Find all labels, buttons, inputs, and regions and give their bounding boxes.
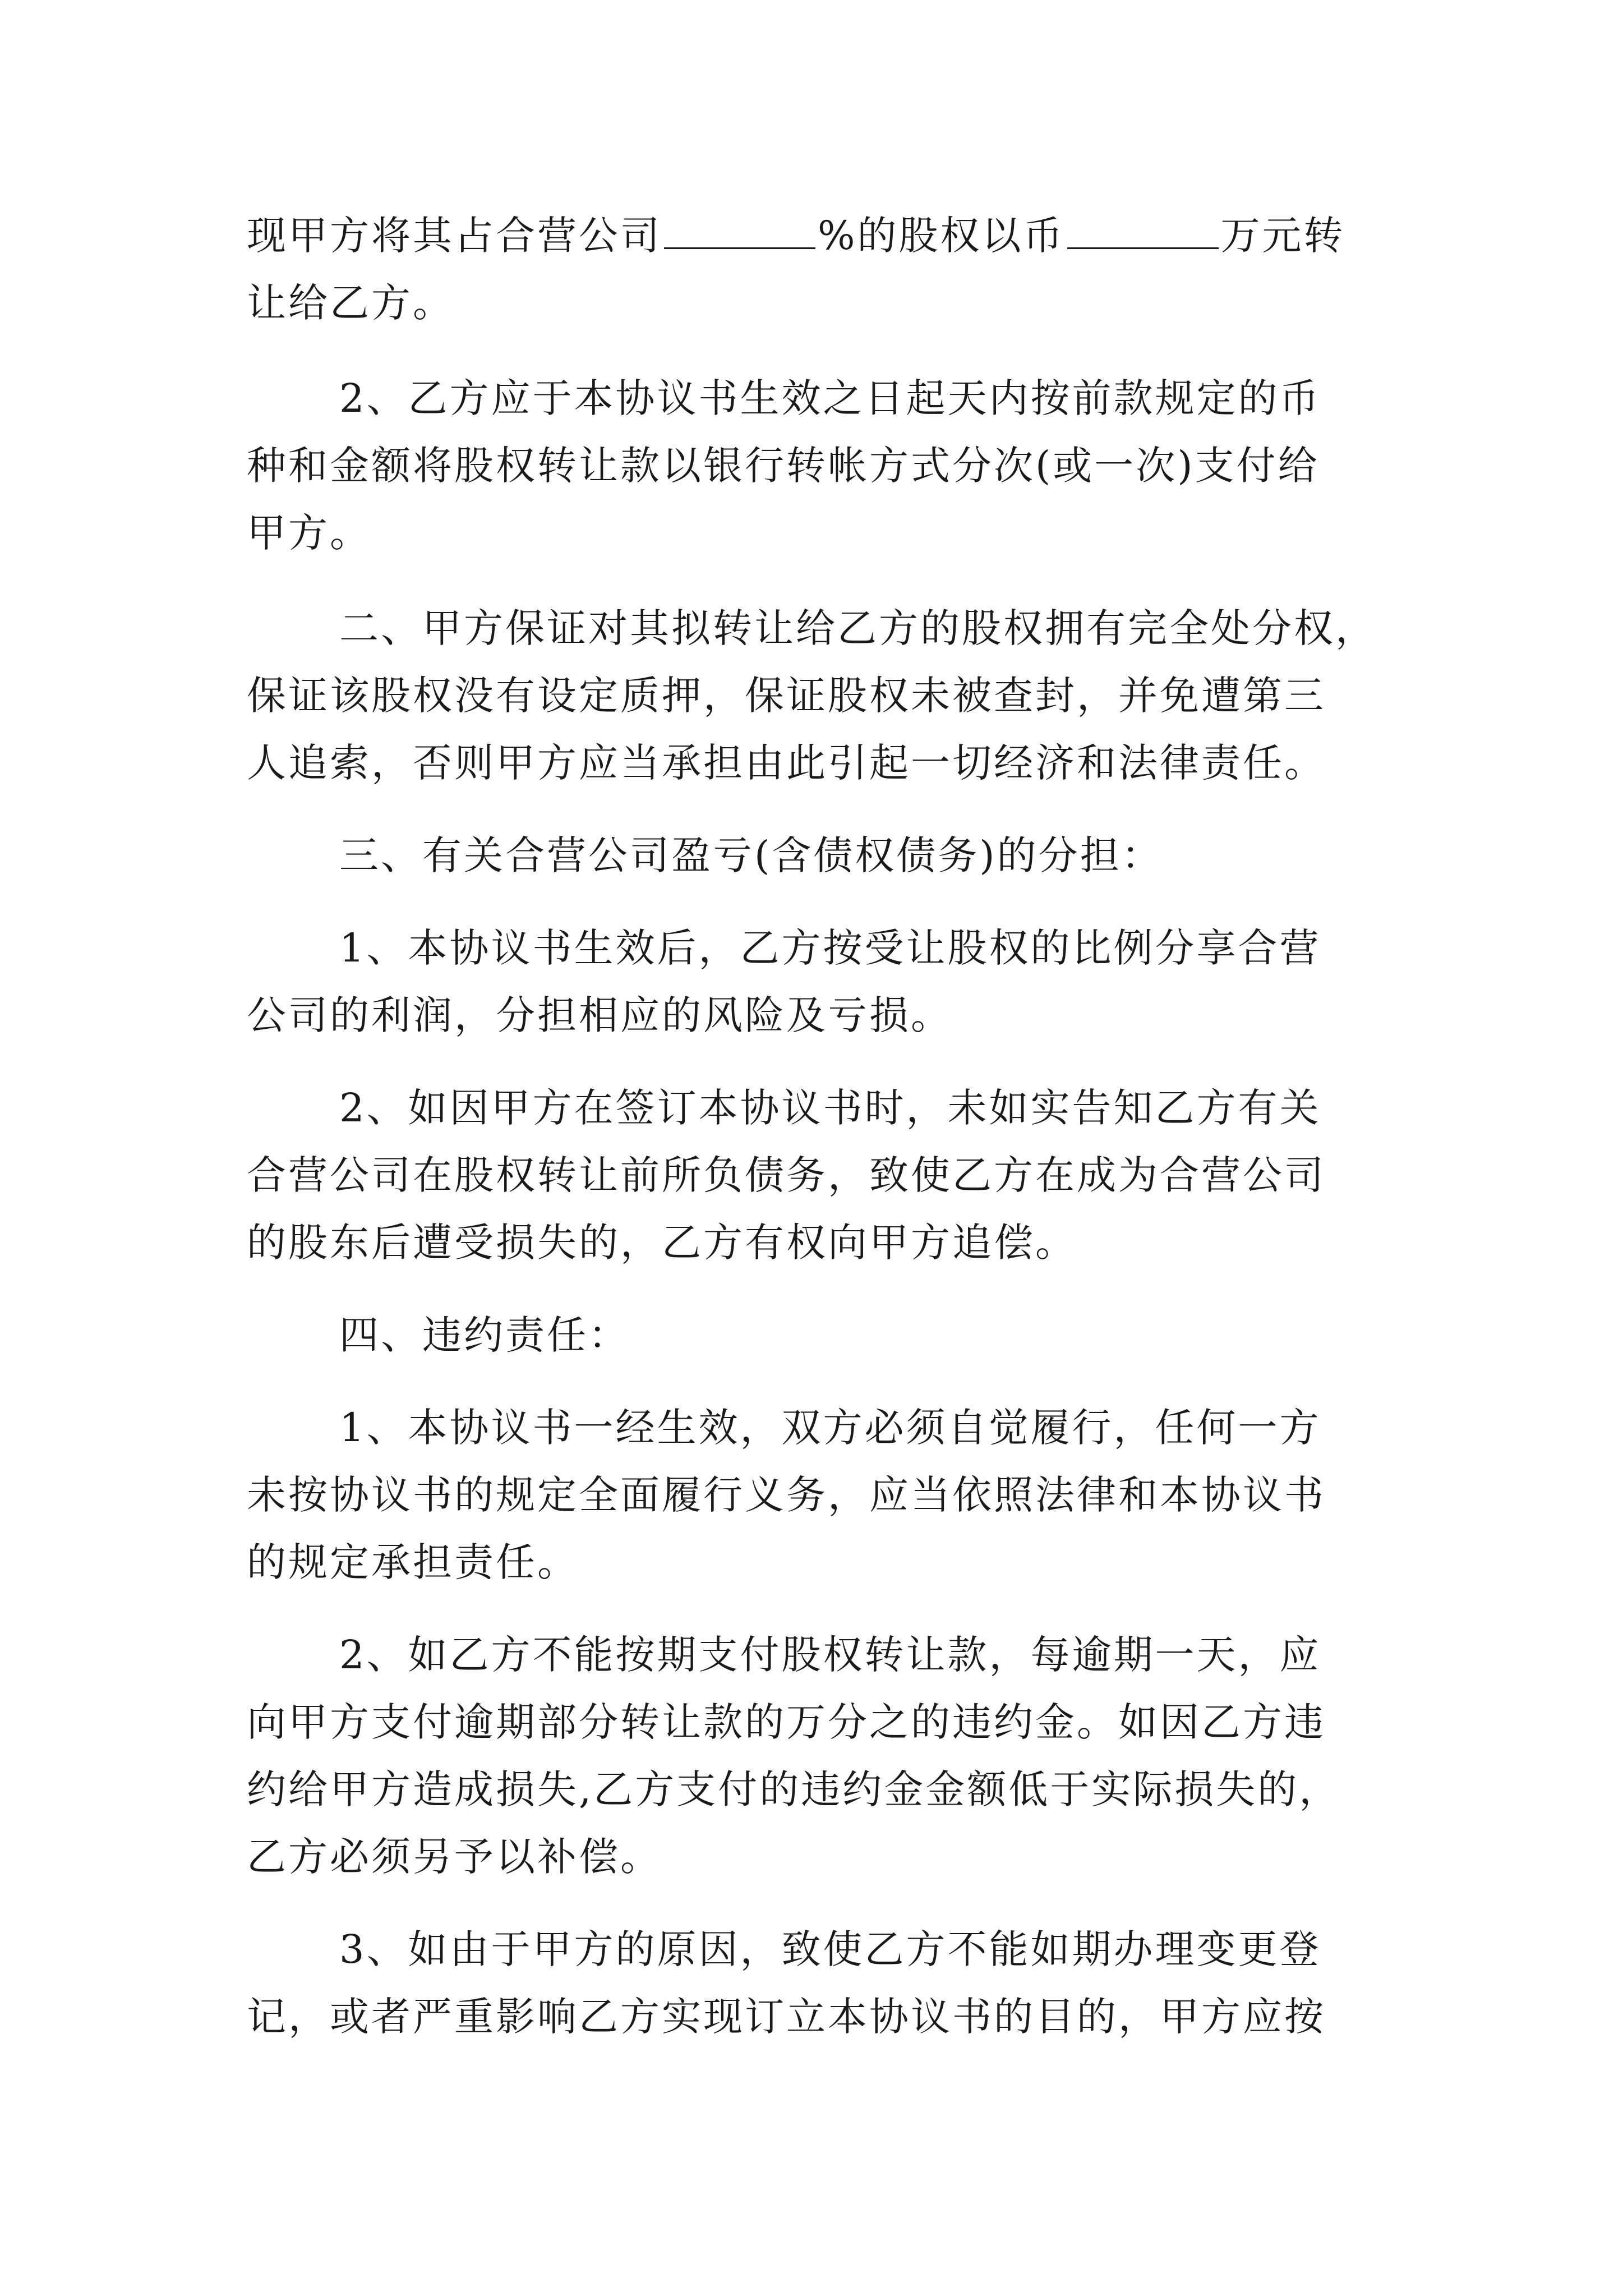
text-line: 约给甲方造成损失,乙方支付的违约金金额低于实际损失的，: [247, 1766, 1341, 1812]
paragraph-first-line: 1、本协议书生效后，乙方按受让股权的比例分享合营: [339, 925, 1321, 971]
section-heading: 四、违约责任：: [339, 1312, 630, 1358]
paragraph-first-line: 二、甲方保证对其拟转让给乙方的股权拥有完全处分权，: [339, 605, 1377, 651]
text-line: 的规定承担责任。: [247, 1539, 579, 1585]
text-line: 种和金额将股权转让款以银行转帐方式分次(或一次)支付给: [247, 443, 1320, 489]
text-line: 乙方必须另予以补偿。: [247, 1834, 662, 1880]
text-line: 保证该股权没有设定质押，保证股权未被查封，并免遭第三: [247, 673, 1326, 719]
text-line: 未按协议书的规定全面履行义务，应当依照法律和本协议书: [247, 1472, 1326, 1518]
text-line: 合营公司在股权转让前所负债务，致使乙方在成为合营公司: [247, 1152, 1326, 1198]
blank-field-amount: [1067, 213, 1219, 249]
text-line: 的股东后遭受损失的，乙方有权向甲方追偿。: [247, 1220, 1077, 1266]
text-segment: 万元转: [1220, 213, 1345, 259]
text-segment: %的股权以币: [818, 213, 1065, 259]
paragraph-first-line: 2、如因甲方在签订本协议书时，未如实告知乙方有关: [339, 1085, 1321, 1131]
paragraph-first-line: 2、乙方应于本协议书生效之日起天内按前款规定的币: [339, 375, 1321, 421]
text-line: 记，或者严重影响乙方实现订立本协议书的目的，甲方应按: [247, 1994, 1326, 2040]
text-line: 甲方。: [247, 510, 371, 556]
text-line: [247, 202, 1345, 269]
text-segment: 现甲方将其占合营公司: [247, 213, 662, 259]
paragraph-first-line: 3、如由于甲方的原因，致使乙方不能如期办理变更登: [339, 1926, 1321, 1972]
paragraph-first-line: 2、如乙方不能按期支付股权转让款，每逾期一天，应: [339, 1632, 1321, 1678]
paragraph-first-line: 1、本协议书一经生效，双方必须自觉履行，任何一方: [339, 1405, 1321, 1451]
text-line: 让给乙方。: [247, 280, 454, 326]
text-line: 人追索，否则甲方应当承担由此引起一切经济和法律责任。: [247, 740, 1326, 786]
blank-field-percent: [664, 213, 815, 249]
text-line: 公司的利润，分担相应的风险及亏损。: [247, 992, 952, 1038]
text-line: 向甲方支付逾期部分转让款的万分之的违约金。如因乙方违: [247, 1699, 1326, 1745]
section-heading: 三、有关合营公司盈亏(含债权债务)的分担：: [339, 832, 1163, 878]
